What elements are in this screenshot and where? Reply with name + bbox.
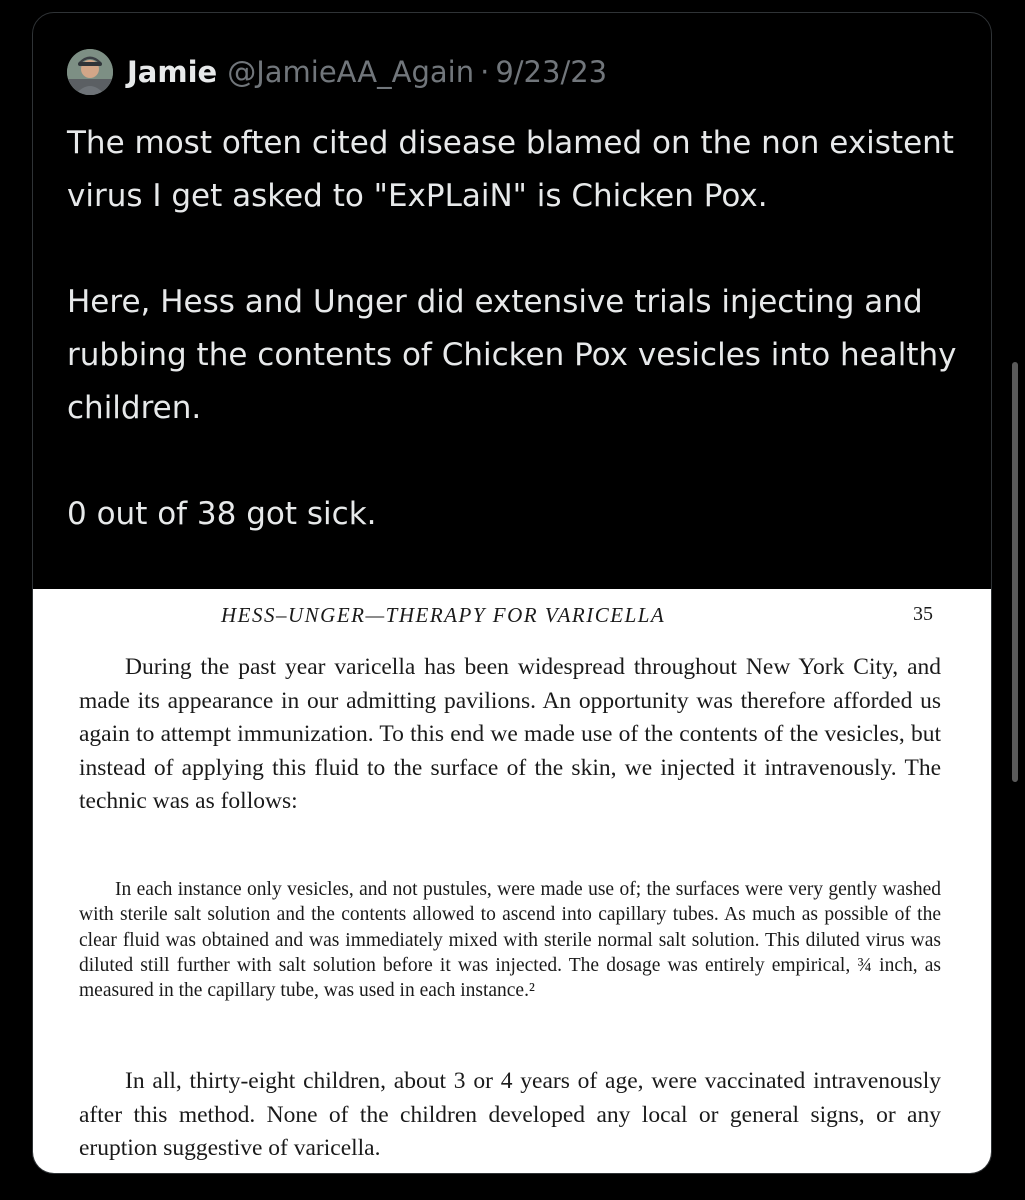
separator-dot: · bbox=[480, 55, 490, 89]
display-name[interactable]: Jamie bbox=[127, 55, 218, 89]
document-method-quote: In each instance only vesicles, and not pustules, were made use of; the surfaces were very gently washed with sterile salt solution and the contents allowed to ascend into capillary tubes. As much as possible of the clear fluid was obtained and was immediately mixed with sterile normal salt solution. This diluted virus was diluted still further with salt solution before it was injected. The dosage was entirely empirical, ¾ inch, as measured in the capillary tube, was used in each instance.² bbox=[79, 879, 941, 1002]
document-running-head: HESS–UNGER—THERAPY FOR VARICELLA bbox=[221, 603, 666, 627]
tweet-paragraph: Here, Hess and Unger did extensive trials injecting and rubbing the contents of Chicken Pox vesicles into healthy children. bbox=[67, 284, 957, 426]
tweet-date[interactable]: 9/23/23 bbox=[495, 55, 608, 89]
tweet-header bbox=[67, 49, 607, 95]
tweet-paragraph: 0 out of 38 got sick. bbox=[67, 496, 377, 532]
document-paragraph: In all, thirty-eight children, about 3 or 4 years of age, were vaccinated intravenously after this method. None of the children developed any local or general signs, or any eruption suggestive of varicella. bbox=[79, 1068, 941, 1161]
tweet-card[interactable] bbox=[32, 12, 992, 1174]
attached-document-image[interactable] bbox=[33, 589, 991, 1174]
document-page-number: 35 bbox=[913, 603, 933, 625]
avatar-photo-icon bbox=[67, 49, 113, 95]
tweet-text bbox=[67, 117, 967, 541]
tweet-paragraph: The most often cited disease blamed on the non existent virus I get asked to "ExPLaiN" is Chicken Pox. bbox=[67, 125, 954, 214]
scrollbar[interactable] bbox=[1012, 362, 1018, 782]
avatar[interactable] bbox=[67, 49, 113, 95]
user-handle[interactable]: @JamieAA_Again bbox=[227, 55, 475, 89]
document-paragraph: During the past year varicella has been widespread throughout New York City, and made its appearance in our admitting pavilions. An opportunity was therefore afforded us again to attempt immunization. To this end we made use of the contents of the vesicles, but instead of applying this fluid to the surface of the skin, we injected it intravenously. The technic was as follows: bbox=[79, 654, 941, 814]
